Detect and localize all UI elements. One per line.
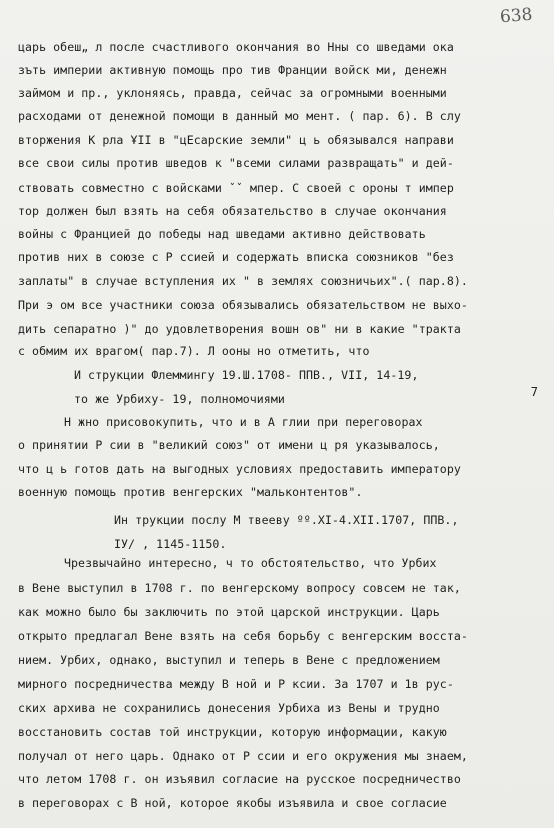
text-line: восстановить состав той инструкции, которую информации, какую (18, 725, 447, 739)
text-line: против них в союзе с Р ссией и содержать вписка союзников "без (18, 250, 454, 264)
footnote-line: IУ/ , 1145-1150. (114, 537, 227, 551)
text-line: с обмим их врагом( пар.7). Л ооны но отметить, что (18, 344, 370, 358)
text-line: дить сепаратно )" до удовлетворения вошн ов" ни в какие "тракта (18, 322, 461, 336)
text-line: открыто предлагал Вене взять на себя борьбу с венгерским восста- (18, 629, 468, 643)
text-line: При э ом все участники союза обязывались обязательством не выхо- (18, 298, 468, 312)
text-line: Н жно присовокупить, что и в А глии при переговорах (64, 415, 423, 429)
text-line: заплаты" в случае вступления их " в землях союзничьих".( пар.8). (18, 274, 468, 288)
footnote-line: то же Урбиху- 19, полномочиями (74, 392, 285, 406)
text-line: царь обеш„ л после счастливого окончания во Нны со шведами ока (18, 40, 454, 54)
text-line: что летом 1708 г. он изъявил согласие на русское посредничество (18, 772, 461, 786)
text-line: получал от него царь. Однако от Р ссии и его окружения мы знаем, (18, 749, 468, 763)
text-line: Чрезвычайно интересно, ч то обстоятельство, что Урбих (64, 556, 437, 570)
text-line: нием. Урбих, однако, выступил и теперь в Вене с предложением (18, 653, 440, 667)
footnote-line: Ин трукции послу М твееву ºº.XI-4.XII.1707, ППВ., (114, 513, 459, 527)
text-line: зъть империи активную помощь про тив Франции войск ми, денежн (18, 63, 447, 77)
text-line: о принятии Р сии в "великий союз" от имени ц ря указывалось, (18, 438, 440, 452)
text-line: ствовать совместно с войсками ˇˇ мпер. С своей с ороны т импер (18, 181, 454, 195)
text-line: войны с Францией до победы над шведами активно действовать (18, 227, 426, 241)
text-line: в переговорах с В ной, которое якобы изъявила и свое согласие (18, 796, 447, 810)
text-line: военную помощь против венгерских "мальконтентов". (18, 485, 363, 499)
text-line: как можно было бы заключить по этой царской инструкции. Царь (18, 605, 440, 619)
footnote-line: И струкции Флеммингу 19.Ш.1708- ППВ., VII, 14-19, (74, 368, 419, 382)
page-number: 638 (498, 4, 533, 28)
text-line: тор должен был взять на себя обязательство в случае окончания (18, 204, 447, 218)
text-line: ских архива не сохранились донесения Урбиха из Вены и трудно (18, 701, 440, 715)
text-line: займом и пр., уклоняясь, правда, сейчас за огромными военными (18, 86, 447, 100)
text-line: в Вене выступил в 1708 г. по венгерскому вопросу совсем не так, (18, 581, 461, 595)
text-line: все свои силы против шведов к "всеми силами развращать" и дей- (18, 156, 454, 170)
text-line: что ц ь готов дать на выгодных условиях предоставить императору (18, 462, 461, 476)
text-line: расходами от денежной помощи в данный мо мент. ( пар. 6). В слу (18, 109, 461, 123)
text-line: вторжения К рла ҰII в "цЕсарские земли" ц ь обязывался направи (18, 133, 454, 147)
text-line: мирного посредничества между В ной и Р ксии. За 1707 и 1в рус- (18, 677, 454, 691)
margin-mark: 7 (530, 385, 538, 399)
